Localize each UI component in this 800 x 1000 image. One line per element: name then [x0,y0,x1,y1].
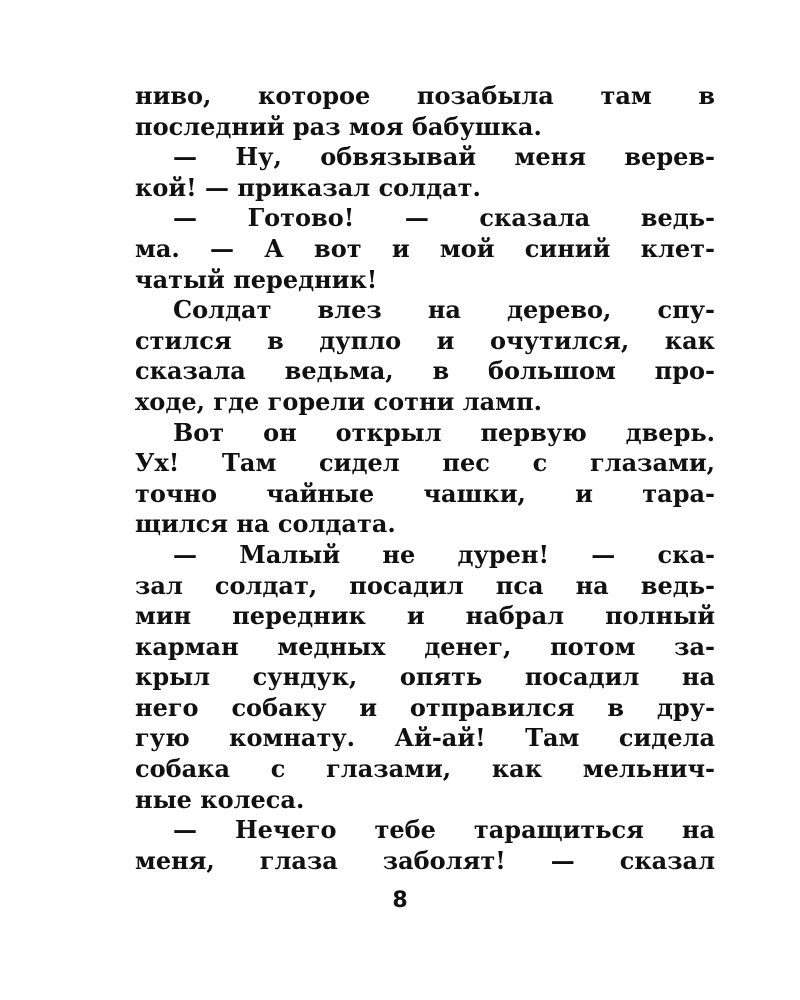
text-line: Солдат влез на дерево, спу- [173,295,715,325]
text-line: кой! — приказал солдат. [135,172,481,202]
text-line: — Готово! — сказала ведь- [173,203,715,233]
text-line: меня, глаза заболят! — сказал [135,845,715,875]
text-line: щился на солдата. [135,509,396,539]
text-line: ма. — А вот и мой синий клет- [135,233,715,263]
text-line: Ух! Там сидел пес с глазами, [135,448,715,478]
text-line: ниво, которое позабыла там в [135,81,715,110]
text-line: точно чайные чашки, и тара- [135,478,715,508]
text-line: гую комнату. Ай-ай! Там сидела [135,723,715,753]
text-line: зал солдат, посадил пса на ведь- [135,570,715,600]
text-line: карман медных денег, потом за- [135,631,715,661]
text-line: — Ну, обвязывай меня верев- [173,142,715,172]
text-line: него собаку и отправился в дру- [135,692,715,722]
text-line: ные колеса. [135,784,305,814]
text-line: мин передник и набрал полный [135,601,715,631]
text-line: ходе, где горели сотни ламп. [135,386,542,416]
text-line: — Нечего тебе таращиться на [173,815,715,845]
text-line: собака с глазами, как мельнич- [135,754,715,784]
text-line: сказала ведьма, в большом про- [135,356,715,386]
text-line: последний раз моя бабушка. [135,111,542,141]
story-text [135,81,715,876]
text-line: — Малый не дурен! — ска- [173,539,715,569]
text-line: крыл сундук, опять посадил на [135,662,715,692]
text-line: Вот он открыл первую дверь. [173,417,715,447]
text-line: стился в дупло и очутился, как [135,325,715,355]
text-line: чатый передник! [135,264,378,294]
page-number: 8 [392,888,408,913]
